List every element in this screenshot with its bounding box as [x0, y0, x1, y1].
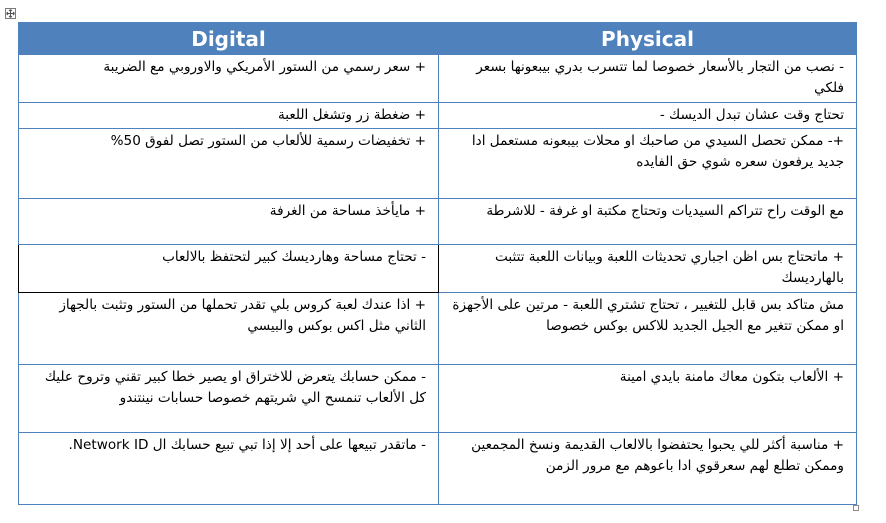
header-row: [19, 23, 857, 55]
cell-physical: + ماتحتاج بس اظن اجباري تحديثات اللعبة وبيانات اللعبة تتثبت بالهارديسك: [439, 245, 857, 293]
table-row: [19, 129, 857, 199]
comparison-table: [18, 22, 857, 505]
cell-physical: تحتاج وقت عشان تبدل الديسك -: [439, 103, 857, 129]
cell-digital: - ماتقدر تبيعها على أحد إلا إذا تبي تبيع حسابك ال Network ID.: [19, 433, 439, 505]
table-row: [19, 55, 857, 103]
table-row: [19, 103, 857, 129]
table-move-handle-icon[interactable]: [5, 8, 16, 19]
header-physical: Physical: [439, 23, 857, 55]
cell-digital: + اذا عندك لعبة كروس بلي تقدر تحملها من الستور وتثبت بالجهاز الثاني مثل اكس بوكس والبيسي: [19, 293, 439, 365]
cell-digital: - تحتاج مساحة وهارديسك كبير لتحتفظ بالالعاب: [19, 245, 439, 293]
cell-physical: مع الوقت راح تتراكم السيديات وتحتاج مكتبة او غرفة - للاشرطة: [439, 199, 857, 245]
cell-digital: + سعر رسمي من الستور الأمريكي والاوروبي مع الضريبة: [19, 55, 439, 103]
cell-physical: - نصب من التجار بالأسعار خصوصا لما تتسرب بدري بيبعونها بسعر فلكي: [439, 55, 857, 103]
header-digital: Digital: [19, 23, 439, 55]
table-row: [19, 245, 857, 293]
table-row: [19, 433, 857, 505]
table-resize-handle[interactable]: [853, 505, 859, 511]
cell-physical: + مناسبة أكثر للي يحبوا يحتفضوا بالالعاب القديمة ونسخ المجمعين وممكن تطلع لهم سعرقوي ادا باعوهم مع مرور الزمن: [439, 433, 857, 505]
cell-physical: +- ممكن تحصل السيدي من صاحبك او محلات بيبعونه مستعمل ادا جديد يرفعون سعره شوي حق الفايده: [439, 129, 857, 199]
cell-digital: + تخفيضات رسمية للألعاب من الستور تصل لفوق 50%: [19, 129, 439, 199]
cell-digital: - ممكن حسابك يتعرض للاختراق او يصير خطا كبير تقني وتروح عليك كل الألعاب تنمسح الي شريتهم خصوصا حسابات نينتندو: [19, 365, 439, 433]
cell-digital: + ضغطة زر وتشغل اللعبة: [19, 103, 439, 129]
cell-physical: مش متاكد بس قابل للتغيير ، تحتاج تشتري اللعبة - مرتين على الأجهزة او ممكن تتغير مع الجيل الجديد للاكس بوكس خصوصا: [439, 293, 857, 365]
table-row: [19, 199, 857, 245]
table-row: [19, 365, 857, 433]
cell-physical: + الألعاب بتكون معاك مامنة بايدي امينة: [439, 365, 857, 433]
table-row: [19, 293, 857, 365]
cell-digital: + مايأخذ مساحة من الغرفة: [19, 199, 439, 245]
